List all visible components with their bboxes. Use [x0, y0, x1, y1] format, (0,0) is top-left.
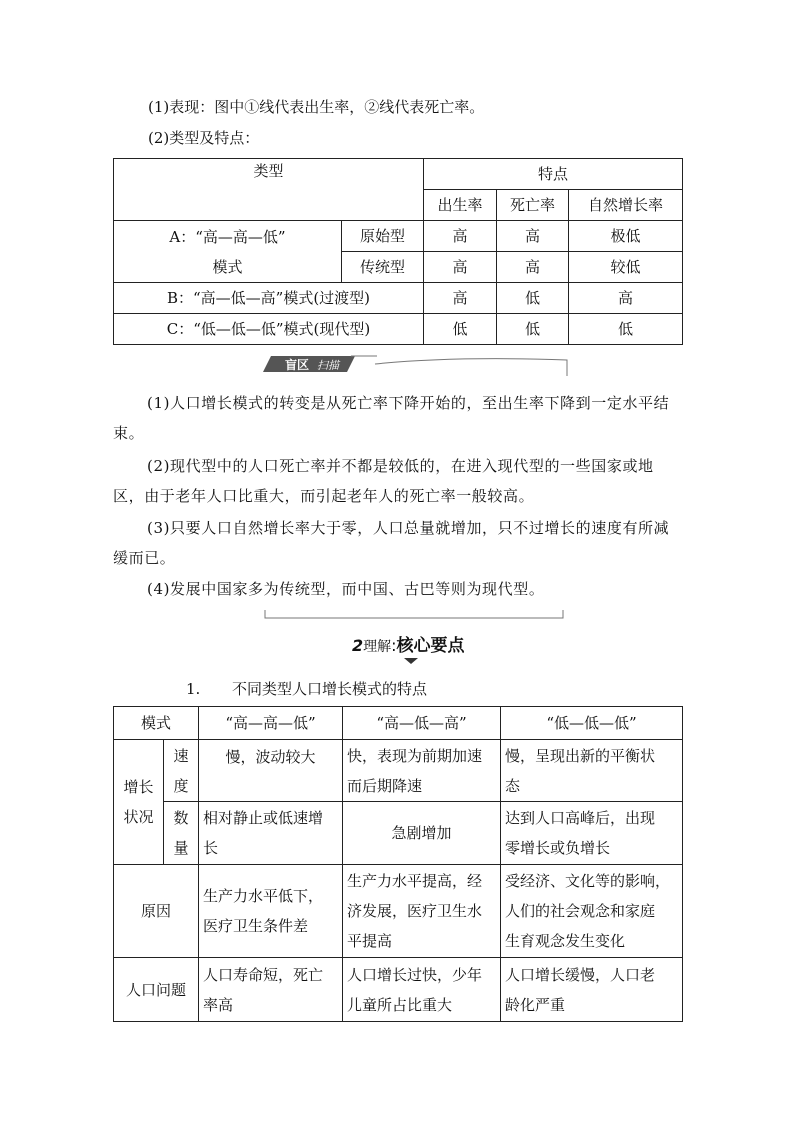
mode-a-label-line2: 模式 [212, 257, 243, 276]
speed-mode-b [343, 740, 501, 802]
badge-text-b: 扫描 [317, 359, 339, 372]
item-1-number: 1. [186, 680, 201, 698]
quantity-mode-a-line1: 相对静止或低速增 [203, 809, 324, 827]
header-mode-a: “高—高—低” [199, 707, 343, 740]
problem-mode-c [501, 958, 683, 1022]
mode-c-death: 低 [497, 314, 569, 345]
section-kind: 理解 [363, 639, 392, 655]
problem-mode-a-line2: 率高 [203, 995, 234, 1014]
mode-c-natural: 低 [569, 314, 683, 345]
quantity-mode-a-line2: 长 [203, 839, 219, 857]
quantity-mode-b: 急剧增加 [343, 802, 501, 865]
speed-label [164, 740, 199, 802]
primitive-birth: 高 [424, 221, 497, 252]
subtype-primitive: 原始型 [342, 221, 424, 252]
section-number: 2 [352, 636, 364, 655]
quantity-mode-c-line2: 零增长或负增长 [505, 839, 611, 857]
blind-zone-point-4: (4)发展中国家多为传统型，而中国、古巴等则为现代型。 [147, 580, 545, 598]
header-birth-rate: 出生率 [424, 190, 497, 221]
cause-mode-b-line2: 济发展，医疗卫生水 [347, 902, 483, 920]
cause-mode-a-line1: 生产力水平低下， [203, 887, 324, 905]
problem-mode-b-line2: 儿童所占比重大 [347, 995, 453, 1014]
growth-status-label-2: 状况 [123, 808, 154, 826]
section-arrow-icon [403, 657, 419, 665]
problem-mode-a-line1: 人口寿命短，死亡 [203, 965, 324, 984]
traditional-death: 高 [497, 252, 569, 283]
cause-mode-b-line1: 生产力水平提高，经 [347, 872, 483, 890]
header-death-rate: 死亡率 [497, 190, 569, 221]
traditional-natural: 较低 [569, 252, 683, 283]
quantity-mode-c [501, 802, 683, 865]
cause-mode-c-line2: 人们的社会观念和家庭 [505, 902, 656, 920]
header-feature: 特点 [424, 159, 683, 190]
problem-mode-a [199, 958, 343, 1022]
badge-text-a: 盲区 [285, 358, 310, 372]
problem-mode-c-line1: 人口增长缓慢，人口老 [505, 965, 656, 984]
problem-mode-b [343, 958, 501, 1022]
subtype-traditional: 传统型 [342, 252, 424, 283]
cause-mode-c-line1: 受经济、文化等的影响， [505, 872, 671, 890]
mode-b-death: 低 [497, 283, 569, 314]
quantity-mode-c-line1: 达到人口高峰后，出现 [505, 809, 656, 827]
header-type: 类型 [114, 159, 424, 221]
mode-b-label: B：“高—低—高”模式(过渡型) [114, 283, 424, 314]
section-title: 核心要点 [396, 636, 465, 656]
section-heading: 2理解:核心要点 [352, 636, 465, 656]
cause-mode-a-line2: 医疗卫生条件差 [203, 917, 309, 935]
quantity-label-1: 数 [173, 809, 189, 827]
growth-status-label-1: 增长 [123, 778, 154, 796]
growth-status-label [114, 740, 164, 865]
mode-a-label-line1: A：“高—高—低” [169, 227, 286, 246]
problem-mode-b-line1: 人口增长过快，少年 [347, 965, 483, 984]
cause-mode-c-line3: 生育观念发生变化 [505, 932, 626, 950]
mode-a-label [114, 221, 342, 283]
mode-c-birth: 低 [424, 314, 497, 345]
mode-b-natural: 高 [569, 283, 683, 314]
cause-mode-a [199, 865, 343, 958]
header-mode-b: “高—低—高” [343, 707, 501, 740]
speed-mode-b-line1: 快，表现为前期加速 [347, 746, 483, 765]
speed-label-2: 度 [173, 776, 189, 795]
speed-mode-a: 慢，波动较大 [199, 740, 343, 802]
cause-mode-b [343, 865, 501, 958]
item-1-title: 不同类型人口增长模式的特点 [232, 680, 428, 698]
cause-mode-b-line3: 平提高 [347, 932, 393, 950]
problem-label: 人口问题 [114, 958, 199, 1022]
quantity-mode-a [199, 802, 343, 865]
intro-line-2: (2)类型及特点： [148, 129, 260, 147]
quantity-label-2: 量 [173, 839, 189, 857]
header-mode: 模式 [114, 707, 199, 740]
cause-mode-c [501, 865, 683, 958]
blind-zone-banner [255, 352, 575, 378]
traditional-birth: 高 [424, 252, 497, 283]
header-mode-c: “低—低—低” [501, 707, 683, 740]
speed-mode-c [501, 740, 683, 802]
blind-zone-bottom-bracket [263, 608, 567, 622]
primitive-death: 高 [497, 221, 569, 252]
intro-line-1: (1)表现：图中①线代表出生率，②线代表死亡率。 [148, 98, 485, 116]
quantity-label [164, 802, 199, 865]
problem-mode-c-line2: 龄化严重 [505, 995, 566, 1014]
speed-mode-b-line2: 而后期降速 [347, 776, 423, 795]
cause-label: 原因 [114, 865, 199, 958]
blind-zone-point-1: (1)人口增长模式的转变是从死亡率下降开始的，至出生率下降到一定水平结束。 [113, 394, 670, 442]
growth-mode-table [113, 706, 683, 1022]
blind-zone-point-3: (3)只要人口自然增长率大于零，人口总量就增加，只不过增长的速度有所减缓而已。 [113, 519, 670, 567]
population-type-table [113, 158, 683, 345]
blind-zone-point-2: (2)现代型中的人口死亡率并不都是较低的，在进入现代型的一些国家或地区，由于老年人口比重大，而引起老年人的死亡率一般较高。 [113, 457, 654, 505]
speed-label-1: 速 [173, 746, 189, 765]
speed-mode-c-line2: 态 [505, 776, 521, 795]
header-natural-rate: 自然增长率 [569, 190, 683, 221]
mode-b-birth: 高 [424, 283, 497, 314]
speed-mode-c-line1: 慢，呈现出新的平衡状 [505, 746, 656, 765]
mode-c-label: C：“低—低—低”模式(现代型) [114, 314, 424, 345]
banner-bracket-line [375, 359, 567, 376]
primitive-natural: 极低 [569, 221, 683, 252]
